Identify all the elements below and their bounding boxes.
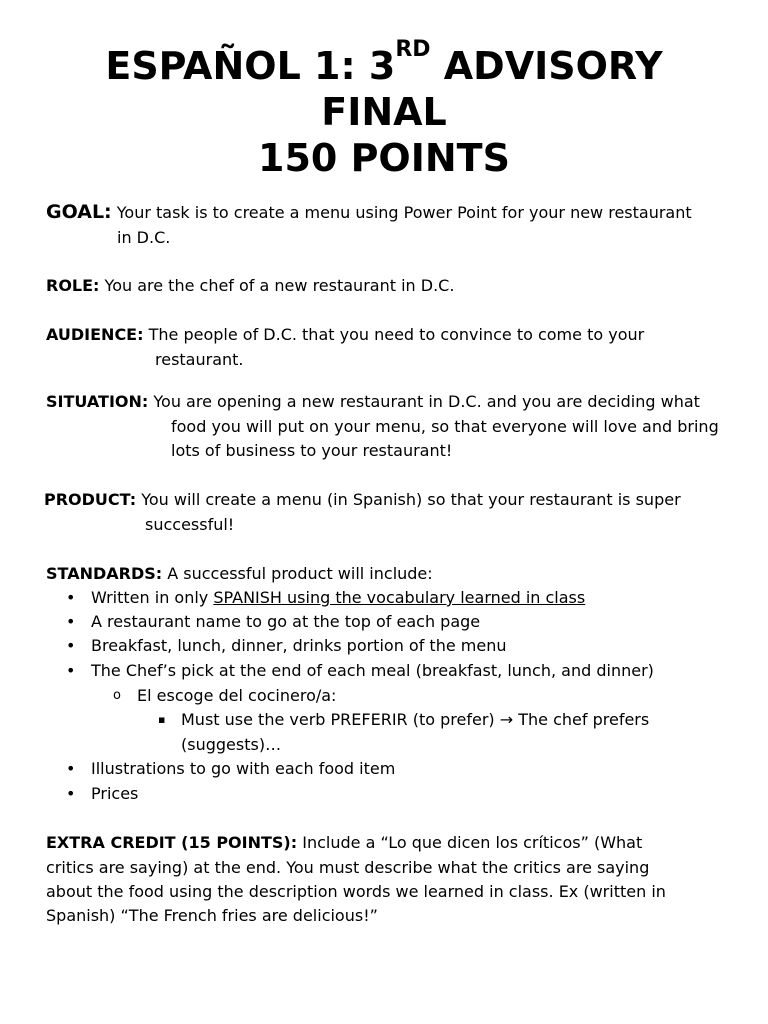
bullet-icon: • [66,612,76,631]
sub-sub-list-item-cont: (suggests)… [181,735,282,754]
bullet-icon: • [66,784,76,803]
bullet-icon: • [66,661,76,680]
extra-credit-text-1: Include a “Lo que dicen los críticos” (What [302,833,643,852]
situation-section [46,390,736,415]
title-line-1 [0,37,768,89]
list-item [91,586,585,611]
bullet-icon: • [66,759,76,778]
title-text: ESPAÑOL 1: 3 [105,44,396,88]
title-superscript: RD [395,37,431,62]
bullet-icon: • [66,636,76,655]
list-item: Prices [91,784,139,803]
audience-text-2: restaurant. [155,350,244,369]
role-section [46,274,736,299]
situation-label: SITUATION: [46,392,149,411]
list-item: A restaurant name to go at the top of each page [91,612,481,631]
goal-label: GOAL: [46,201,112,223]
extra-credit-line-3: about the food using the description words we learned in class. Ex (written in [46,882,666,901]
role-label: ROLE: [46,276,100,295]
audience-text-1: The people of D.C. that you need to convince to come to your [148,325,645,344]
audience-section [46,323,736,348]
product-section [44,488,734,513]
item-text: Written in only [91,588,214,607]
extra-credit-line-2: critics are saying) at the end. You must describe what the critics are saying [46,858,650,877]
title-text-end: ADVISORY [430,44,663,88]
bullet-icon: • [66,588,76,607]
standards-section [46,562,736,587]
sub-sub-list-item: Must use the verb PREFERIR (to prefer) → The chef prefers [181,710,650,729]
goal-section [46,200,736,226]
extra-credit-line-1 [46,831,706,856]
extra-credit-line-4: Spanish) “The French fries are delicious!” [46,906,378,925]
title-line-2: FINAL [321,90,447,134]
extra-credit-label: EXTRA CREDIT (15 POINTS): [46,833,298,852]
title-line-3: 150 POINTS [258,136,510,180]
square-bullet-icon: ▪ [158,713,166,726]
product-label: PRODUCT: [44,490,137,509]
standards-label: STANDARDS: [46,564,163,583]
list-item: Breakfast, lunch, dinner, drinks portion of the menu [91,636,507,655]
item-underlined-text: SPANISH using the vocabulary learned in class [213,588,586,607]
list-item: The Chef’s pick at the end of each meal (breakfast, lunch, and dinner) [91,661,654,680]
goal-text-2: in D.C. [117,228,171,247]
product-text-1: You will create a menu (in Spanish) so that your restaurant is super [141,490,681,509]
standards-text: A successful product will include: [167,564,433,583]
product-text-2: successful! [145,515,235,534]
situation-text-1: You are opening a new restaurant in D.C. and you are deciding what [153,392,700,411]
situation-text-3: lots of business to your restaurant! [171,441,453,460]
goal-text-1: Your task is to create a menu using Power Point for your new restaurant [116,203,692,222]
audience-label: AUDIENCE: [46,325,144,344]
situation-text-2: food you will put on your menu, so that everyone will love and bring [171,417,719,436]
role-text: You are the chef of a new restaurant in D.C. [104,276,455,295]
sub-list-item: El escoge del cocinero/a: [137,686,337,705]
list-item: Illustrations to go with each food item [91,759,396,778]
circle-bullet-icon: o [113,688,121,703]
